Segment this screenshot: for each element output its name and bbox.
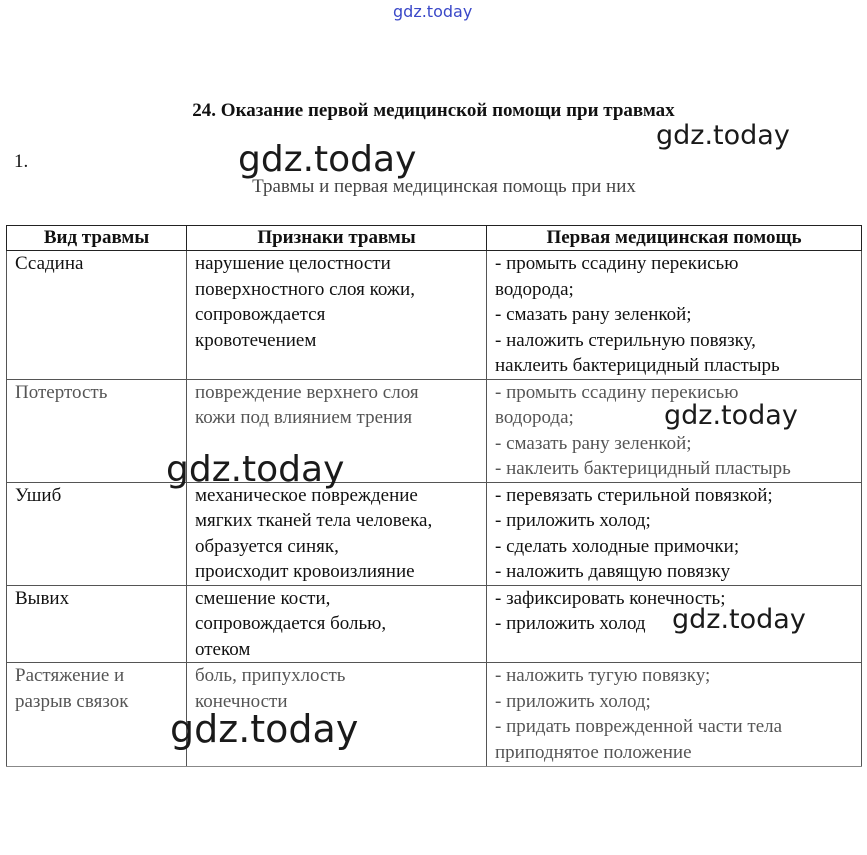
- cell-line: сопровождается: [195, 304, 326, 325]
- cell-line: кровотечением: [195, 329, 317, 351]
- watermark: gdz.today: [656, 120, 790, 151]
- injury-type-cell: [7, 251, 187, 380]
- injury-type-cell: [7, 482, 187, 585]
- cell-line: - зафиксировать конечность;: [495, 587, 726, 609]
- injury-signs-cell: [187, 482, 487, 585]
- injury-type-cell: [7, 585, 187, 663]
- first-aid-cell: [487, 663, 862, 767]
- column-header-aid: Первая медицинская помощь: [487, 226, 862, 251]
- cell-line: конечности: [195, 690, 288, 712]
- injury-type-cell: [7, 379, 187, 482]
- cell-line: Вывих: [15, 587, 70, 609]
- injury-signs-cell: [187, 251, 487, 380]
- cell-line: водорода;: [495, 278, 574, 300]
- cell-line: повреждение верхнего слоя: [195, 381, 419, 403]
- cell-line: Растяжение и: [15, 665, 125, 686]
- cell-line: - придать поврежденной части тела: [495, 716, 783, 737]
- watermark: gdz.today: [170, 707, 359, 751]
- cell-line: Ушиб: [15, 484, 62, 506]
- cell-line: - смазать рану зеленкой;: [495, 432, 692, 454]
- watermark: gdz.today: [166, 449, 345, 490]
- cell-line: боль, припухлость: [195, 665, 346, 686]
- first-aid-cell: [487, 251, 862, 380]
- cell-line: образуется синяк,: [195, 535, 339, 557]
- table-header-row: [7, 226, 862, 251]
- table-row: [7, 482, 862, 585]
- cell-line: - промыть ссадину перекисью: [495, 253, 739, 274]
- cell-line: поверхностного слоя кожи,: [195, 278, 415, 300]
- cell-line: механическое повреждение: [195, 484, 418, 506]
- cell-line: - наложить давящую повязку: [495, 561, 731, 582]
- cell-line: смешение кости,: [195, 587, 331, 609]
- cell-line: нарушение целостности: [195, 253, 391, 274]
- cell-line: - приложить холод;: [495, 510, 651, 531]
- cell-line: - промыть ссадину перекисью: [495, 381, 739, 403]
- cell-line: сопровождается болью,: [195, 613, 387, 634]
- cell-line: отеком: [195, 638, 251, 660]
- cell-line: - приложить холод;: [495, 690, 651, 712]
- table-caption: Травмы и первая медицинская помощь при них: [252, 176, 636, 197]
- page-title: 24. Оказание первой медицинской помощи при травмах: [192, 100, 675, 121]
- table-row: [7, 251, 862, 380]
- cell-line: водорода;: [495, 407, 574, 428]
- cell-line: - смазать рану зеленкой;: [495, 304, 692, 325]
- injury-type-cell: [7, 663, 187, 767]
- injuries-table: [6, 225, 862, 767]
- cell-line: - наложить тугую повязку;: [495, 665, 711, 686]
- cell-line: - наклеить бактерицидный пластырь: [495, 458, 791, 479]
- cell-line: разрыв связок: [15, 690, 129, 712]
- first-aid-cell: [487, 482, 862, 585]
- cell-line: - перевязать стерильной повязкой;: [495, 484, 773, 506]
- cell-line: - сделать холодные примочки;: [495, 535, 740, 557]
- watermark-top: gdz.today: [393, 2, 473, 21]
- column-header-type: Вид травмы: [7, 226, 187, 251]
- item-number: 1.: [14, 151, 29, 172]
- column-header-signs: Признаки травмы: [187, 226, 487, 251]
- cell-line: Потертость: [15, 381, 108, 403]
- table-row: [7, 663, 862, 767]
- cell-line: - приложить холод: [495, 613, 646, 634]
- injury-signs-cell: [187, 585, 487, 663]
- cell-line: - наложить стерильную повязку,: [495, 329, 756, 351]
- cell-line: наклеить бактерицидный пластырь: [495, 355, 780, 376]
- cell-line: Ссадина: [15, 253, 84, 274]
- cell-line: приподнятое положение: [495, 741, 692, 763]
- watermark: gdz.today: [672, 604, 806, 635]
- cell-line: кожи под влиянием трения: [195, 407, 413, 428]
- cell-line: происходит кровоизлияние: [195, 561, 415, 582]
- watermark: gdz.today: [238, 139, 417, 180]
- cell-line: мягких тканей тела человека,: [195, 510, 433, 531]
- watermark: gdz.today: [664, 400, 798, 431]
